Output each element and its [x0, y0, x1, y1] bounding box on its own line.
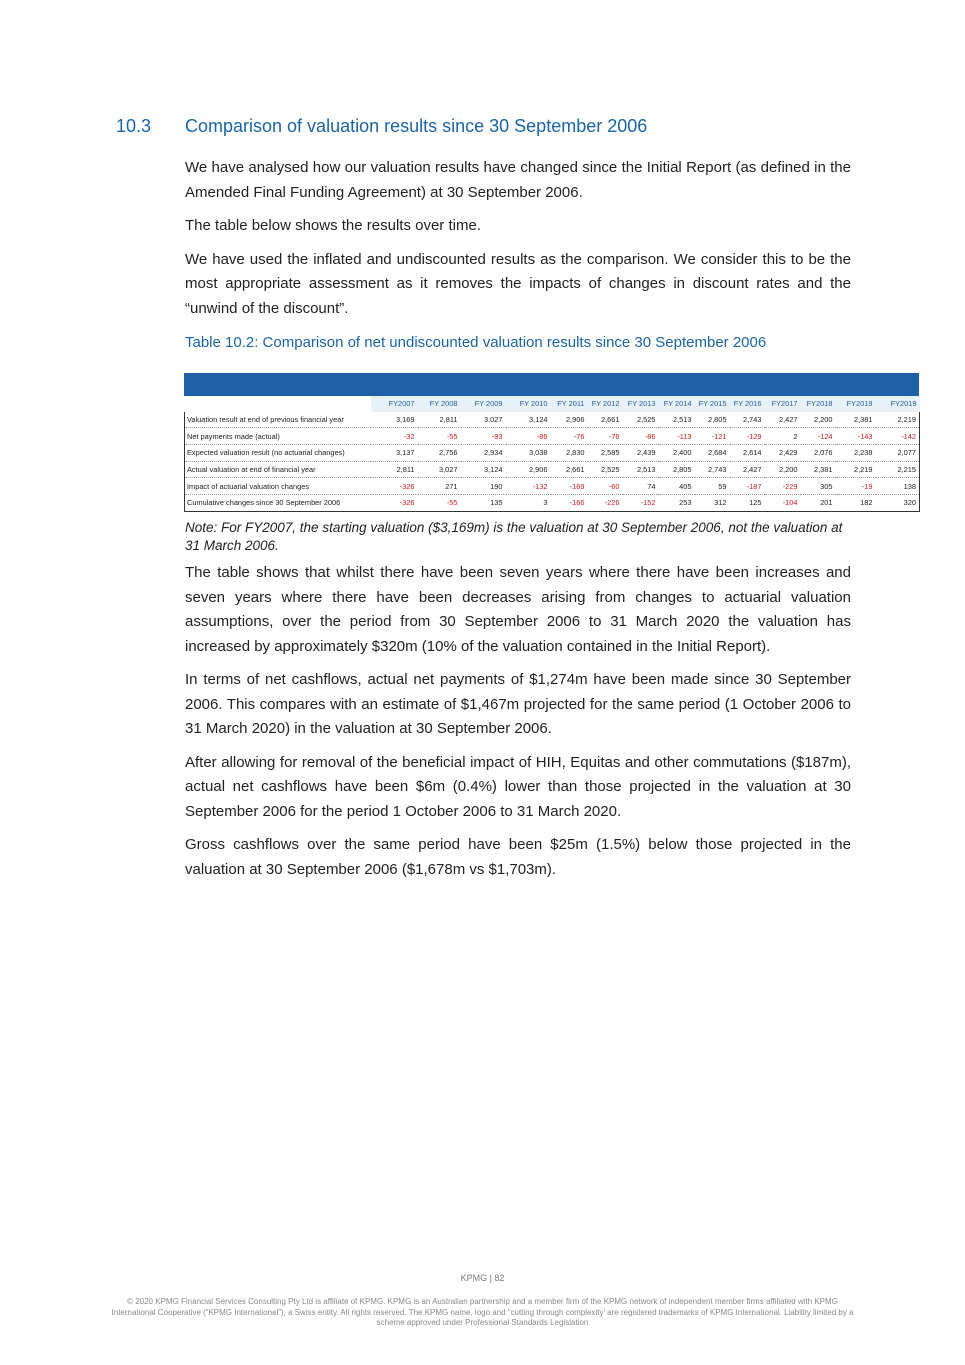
- table-cell: -326: [371, 495, 418, 512]
- table-cell: -129: [730, 428, 765, 445]
- footer-legal-text: © 2020 KPMG Financial Services Consulting Pty Ltd is affiliate of KPMG. KPMG is an Australian partnership and a member firm of the KPMG network of independent member firms affiliated with KPMG International Cooperative (“KPMG International”), a Swiss entity. All rights reserved. The KPMG name, logo and “cutting through complexity’ are registered trademarks of KPMG International. Liability limited by a scheme approved under Professional Standards Legislation: [111, 1297, 854, 1327]
- table-cell: -166: [551, 495, 588, 512]
- table-cell: -86: [506, 428, 551, 445]
- table-row: [185, 461, 920, 478]
- table-cell: 312: [695, 495, 730, 512]
- row-label: Actual valuation at end of financial year: [185, 461, 371, 478]
- table-cell: 2,513: [659, 412, 695, 428]
- table-cell: 138: [876, 478, 920, 495]
- table-cell: 2,830: [551, 445, 588, 462]
- table-cell: 201: [801, 495, 836, 512]
- column-header: FY2019: [836, 396, 876, 412]
- table-cell: -93: [461, 428, 506, 445]
- table-row: [185, 428, 920, 445]
- table-cell: 2,429: [765, 445, 801, 462]
- table-cell: 2,200: [801, 412, 836, 428]
- row-label: Expected valuation result (no actuarial changes): [185, 445, 371, 462]
- table-row: [185, 495, 920, 512]
- table-cell: -104: [765, 495, 801, 512]
- table-cell: 405: [659, 478, 695, 495]
- table-cell: 2,743: [730, 412, 765, 428]
- table-cell: 190: [461, 478, 506, 495]
- table-cell: 59: [695, 478, 730, 495]
- table-cell: 320: [876, 495, 920, 512]
- row-label: Impact of actuarial valuation changes: [185, 478, 371, 495]
- section-heading: [116, 116, 856, 137]
- table-cell: 2,381: [836, 412, 876, 428]
- table-cell: -121: [695, 428, 730, 445]
- table-cell: -55: [418, 495, 461, 512]
- body-paragraph: After allowing for removal of the beneficial impact of HIH, Equitas and other commutations ($187m), actual net cashflows have been $6m (0.4%) lower than those projected in the valuation at 30 September 2006 for the period 1 October 2006 to 31 March 2020.: [185, 753, 851, 820]
- table-cell: 3: [506, 495, 551, 512]
- table-cell: 3,038: [506, 445, 551, 462]
- table-row: [185, 478, 920, 495]
- table-cell: 125: [730, 495, 765, 512]
- header-corner: [185, 396, 371, 412]
- table-cell: 2: [765, 428, 801, 445]
- table-cell: 2,439: [623, 445, 659, 462]
- valuation-table: [184, 373, 919, 512]
- table-cell: 2,381: [801, 461, 836, 478]
- column-header: FY 2016: [730, 396, 765, 412]
- column-header: FY 2010: [506, 396, 551, 412]
- intro-paragraph: We have used the inflated and undiscounted results as the comparison. We consider this to be the most appropriate assessment as it removes the impacts of changes in discount rates and the “unwind of the discount”.: [185, 250, 851, 317]
- table-cell: -142: [876, 428, 920, 445]
- column-header: FY 2012: [588, 396, 623, 412]
- table-row: [185, 412, 920, 428]
- table-cell: 2,906: [551, 412, 588, 428]
- table-cell: 2,513: [623, 461, 659, 478]
- table-cell: -326: [371, 478, 418, 495]
- table-note: Note: For FY2007, the starting valuation ($3,169m) is the valuation at 30 September 2006, not the valuation at 31 March 2006.: [185, 520, 843, 553]
- body-text: [185, 561, 851, 891]
- table-cell: 182: [836, 495, 876, 512]
- valuation-results-table: [184, 396, 920, 512]
- column-header: FY 2013: [623, 396, 659, 412]
- table-cell: 2,427: [765, 412, 801, 428]
- table-cell: 3,027: [461, 412, 506, 428]
- table-cell: 2,585: [588, 445, 623, 462]
- column-header: FY2018: [801, 396, 836, 412]
- column-header: FY2019: [876, 396, 920, 412]
- table-cell: 2,934: [461, 445, 506, 462]
- table-cell: -19: [836, 478, 876, 495]
- body-paragraph: In terms of net cashflows, actual net payments of $1,274m have been made since 30 September 2006. This compares with an estimate of $1,467m projected for the same period (1 October 2006 to 31 March 2020) in the valuation at 30 September 2006.: [185, 671, 851, 737]
- table-cell: 2,906: [506, 461, 551, 478]
- table-cell: -143: [836, 428, 876, 445]
- table-cell: 2,219: [836, 461, 876, 478]
- table-cell: 2,525: [623, 412, 659, 428]
- table-cell: 2,238: [836, 445, 876, 462]
- table-body: [185, 412, 920, 512]
- table-cell: 3,137: [371, 445, 418, 462]
- column-header: FY 2011: [551, 396, 588, 412]
- table-cell: -124: [801, 428, 836, 445]
- table-cell: -152: [623, 495, 659, 512]
- table-cell: 2,684: [695, 445, 730, 462]
- table-cell: 74: [623, 478, 659, 495]
- row-label: Net payments made (actual): [185, 428, 371, 445]
- table-cell: 305: [801, 478, 836, 495]
- table-cell: 2,525: [588, 461, 623, 478]
- intro-paragraph: We have analysed how our valuation results have changed since the Initial Report (as defined in the Amended Final Funding Agreement) at 30 September 2006.: [185, 159, 851, 201]
- table-cell: -187: [730, 478, 765, 495]
- table-cell: 2,427: [730, 461, 765, 478]
- table-cell: 2,811: [371, 461, 418, 478]
- table-header-row: [185, 396, 920, 412]
- body-paragraph: The table shows that whilst there have been seven years where there have been increases and seven years where there have been decreases arising from changes to actuarial valuation assumptions, over the period from 30 September 2006 to 31 March 2020 the valuation has increased by approximately $320m (10% of the valuation contained in the Initial Report).: [185, 564, 851, 655]
- table-cell: 2,756: [418, 445, 461, 462]
- table-cell: 2,661: [588, 412, 623, 428]
- column-header: FY2017: [765, 396, 801, 412]
- table-cell: 3,169: [371, 412, 418, 428]
- table-cell: -86: [623, 428, 659, 445]
- table-cell: 2,805: [659, 461, 695, 478]
- table-cell: 2,219: [876, 412, 920, 428]
- table-cell: 2,805: [695, 412, 730, 428]
- table-cell: 2,661: [551, 461, 588, 478]
- table-cell: -55: [418, 428, 461, 445]
- body-paragraph: Gross cashflows over the same period have been $25m (1.5%) below those projected in the valuation at 30 September 2006 ($1,678m vs $1,703m).: [185, 836, 851, 878]
- column-header: FY 2009: [461, 396, 506, 412]
- table-cell: 253: [659, 495, 695, 512]
- table-cell: 2,200: [765, 461, 801, 478]
- table-caption: Table 10.2: Comparison of net undiscounted valuation results since 30 September 2006: [185, 334, 767, 351]
- table-cell: 2,215: [876, 461, 920, 478]
- row-label: Cumulative changes since 30 September 2006: [185, 495, 371, 512]
- column-header: FY2007: [371, 396, 418, 412]
- table-cell: -32: [371, 428, 418, 445]
- row-label: Valuation result at end of previous financial year: [185, 412, 371, 428]
- column-header: FY 2008: [418, 396, 461, 412]
- table-cell: -60: [588, 478, 623, 495]
- column-header: FY 2015: [695, 396, 730, 412]
- table-cell: 2,614: [730, 445, 765, 462]
- table-cell: -76: [588, 428, 623, 445]
- table-header-band: [184, 373, 919, 396]
- table-cell: -76: [551, 428, 588, 445]
- table-cell: 3,124: [506, 412, 551, 428]
- table-cell: 3,124: [461, 461, 506, 478]
- table-row: [185, 445, 920, 462]
- column-header: FY 2014: [659, 396, 695, 412]
- section-title: Comparison of valuation results since 30 September 2006: [185, 116, 648, 136]
- table-cell: 2,400: [659, 445, 695, 462]
- table-cell: -113: [659, 428, 695, 445]
- table-cell: 2,743: [695, 461, 730, 478]
- table-cell: 2,076: [801, 445, 836, 462]
- table-cell: 135: [461, 495, 506, 512]
- table-cell: 3,027: [418, 461, 461, 478]
- intro-paragraph: The table below shows the results over time.: [185, 217, 481, 234]
- table-cell: 271: [418, 478, 461, 495]
- table-cell: -226: [588, 495, 623, 512]
- table-cell: 2,077: [876, 445, 920, 462]
- section-number: 10.3: [116, 116, 152, 136]
- table-cell: -132: [506, 478, 551, 495]
- intro-text: [185, 156, 851, 351]
- table-cell: -169: [551, 478, 588, 495]
- footer-page-number: KPMG | 82: [460, 1273, 505, 1283]
- table-cell: -229: [765, 478, 801, 495]
- table-cell: 2,811: [418, 412, 461, 428]
